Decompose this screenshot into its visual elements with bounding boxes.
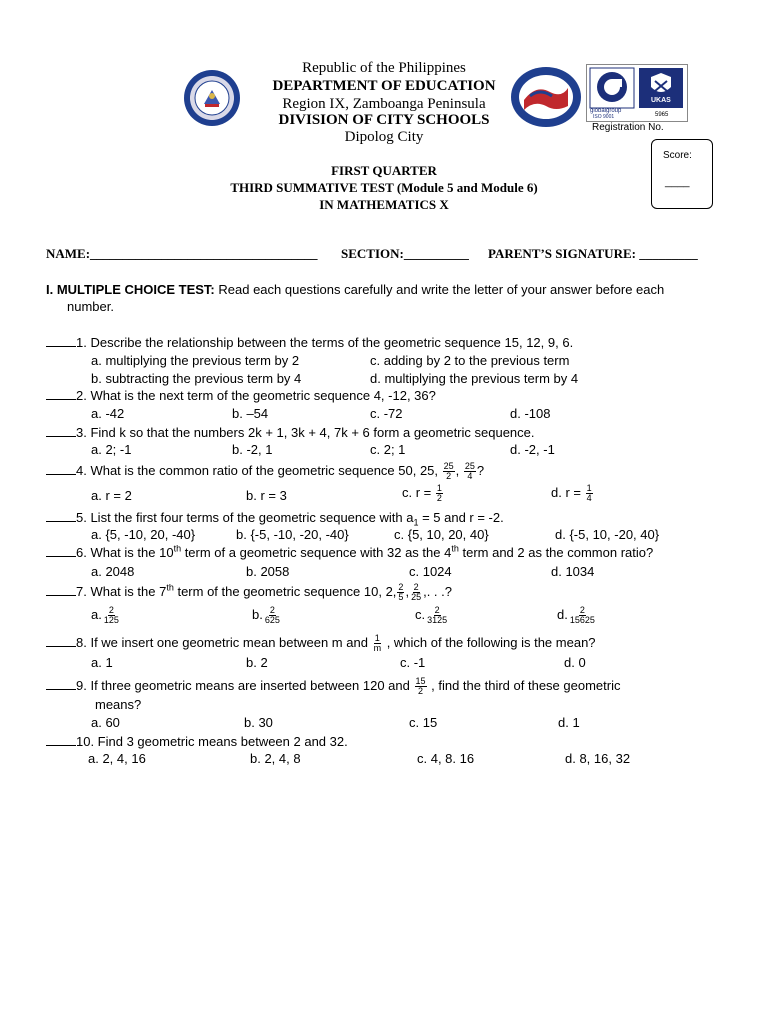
q7-option-c-fraction: $\frac{2}{3125}$ bbox=[427, 605, 448, 625]
q4-option-c: c. r = $\frac{1}{2}$ bbox=[402, 483, 442, 503]
q7-option-a-fraction: $\frac{2}{125}$ bbox=[103, 605, 119, 625]
question-9-stem-2: means? bbox=[95, 697, 142, 712]
instructions-text-2: number. bbox=[67, 299, 114, 314]
q4-fraction-1: $\frac{25}{2}$ bbox=[443, 461, 454, 481]
q7-option-d-fraction: $\frac{2}{15625}$ bbox=[569, 605, 595, 625]
q3-option-b: b. -2, 1 bbox=[232, 442, 273, 457]
q2-option-a: a. -42 bbox=[91, 406, 125, 421]
question-5-stem: 5. List the first four terms of the geometric sequence with a bbox=[76, 510, 414, 525]
header-department: DEPARTMENT OF EDUCATION bbox=[272, 78, 496, 94]
q8-option-a: a. 1 bbox=[91, 655, 113, 670]
q5-option-a: a. {5, -10, 20, -40} bbox=[91, 527, 196, 542]
answer-blank-5[interactable] bbox=[46, 510, 76, 522]
title-quarter: FIRST QUARTER bbox=[331, 163, 437, 178]
score-label: Score: bbox=[663, 150, 692, 161]
q8-option-d: d. 0 bbox=[564, 655, 586, 670]
question-6: 6. What is the 10th term of a geometric sequence with 32 as the 4th term and 2 as the common ratio? bbox=[46, 545, 653, 561]
cert-text-ukas: UKAS bbox=[651, 97, 671, 104]
q9-fraction: $\frac{15}{2}$ bbox=[415, 676, 426, 696]
q9-option-c: c. 15 bbox=[409, 715, 438, 730]
q7-option-b: b. $\frac{2}{625}$ bbox=[252, 605, 280, 625]
header-division: DIVISION OF CITY SCHOOLS bbox=[278, 112, 490, 128]
q4-fraction-2: $\frac{25}{4}$ bbox=[464, 461, 475, 481]
score-blank: ____ bbox=[665, 176, 690, 188]
cert-text-globalgroup: globalgroup bbox=[590, 108, 622, 114]
q5-option-b: b. {-5, -10, -20, -40} bbox=[236, 527, 349, 542]
q10-option-b: b. 2, 4, 8 bbox=[250, 751, 301, 766]
q7-option-b-fraction: $\frac{2}{625}$ bbox=[264, 605, 280, 625]
answer-blank-3[interactable] bbox=[46, 425, 76, 437]
header-city: Dipolog City bbox=[344, 129, 424, 145]
q2-option-b: b. –54 bbox=[232, 406, 269, 421]
question-4-stem: 4. What is the common ratio of the geometric sequence 50, 25, bbox=[76, 462, 439, 478]
instructions bbox=[46, 282, 664, 298]
q1-option-b: b. subtracting the previous term by 4 bbox=[91, 371, 302, 386]
q8-fraction: $\frac{1}{m}$ bbox=[373, 633, 382, 653]
answer-blank-6[interactable] bbox=[46, 545, 76, 557]
q1-option-d: d. multiplying the previous term by 4 bbox=[370, 371, 579, 386]
question-2 bbox=[46, 388, 436, 404]
q9-option-a: a. 60 bbox=[91, 715, 120, 730]
q6-option-b: b. 2058 bbox=[246, 564, 290, 579]
q5-option-d: d. {-5, 10, -20, 40} bbox=[555, 527, 660, 542]
q10-option-d: d. 8, 16, 32 bbox=[565, 751, 631, 766]
answer-blank-10[interactable] bbox=[46, 734, 76, 746]
question-4: 4. What is the common ratio of the geometric sequence 50, 25, $\frac{25}{2}$ , $\frac{25}{4}$ ? bbox=[46, 462, 484, 481]
q7-fraction-1: $\frac{2}{5}$ bbox=[398, 582, 404, 602]
cert-text-iso: ISO 9001 bbox=[593, 114, 615, 120]
question-8-stem: 8. If we insert one geometric mean between m and bbox=[76, 634, 368, 650]
q7-fraction-2: $\frac{2}{25}$ bbox=[411, 582, 422, 602]
question-9: 9. If three geometric means are inserted between 120 and $\frac{15}{2}$ , find the third of these geometric bbox=[46, 677, 620, 696]
q7-option-d: d. $\frac{2}{15625}$ bbox=[557, 605, 595, 625]
question-3 bbox=[46, 425, 535, 441]
q8-option-c: c. -1 bbox=[400, 655, 426, 670]
header-region: Region IX, Zamboanga Peninsula bbox=[282, 96, 486, 112]
answer-blank-2[interactable] bbox=[46, 388, 76, 400]
q5-option-c: c. {5, 10, 20, 40} bbox=[394, 527, 489, 542]
q4-option-d-fraction: $\frac{1}{4}$ bbox=[586, 483, 592, 503]
question-10-stem: 10. Find 3 geometric means between 2 and 32. bbox=[76, 734, 348, 749]
q6-option-a: a. 2048 bbox=[91, 564, 135, 579]
question-6-stem: 6. What is the 10 bbox=[76, 545, 174, 560]
instructions-label: I. MULTIPLE CHOICE TEST: bbox=[46, 282, 215, 297]
q2-option-d: d. -108 bbox=[510, 406, 551, 421]
q4-option-b: b. r = 3 bbox=[246, 488, 287, 503]
title-subject: IN MATHEMATICS X bbox=[319, 197, 449, 212]
answer-blank-8[interactable] bbox=[46, 635, 76, 647]
name-field[interactable]: NAME:___________________________________ bbox=[46, 246, 318, 261]
q9-option-d: d. 1 bbox=[558, 715, 580, 730]
q4-option-a: a. r = 2 bbox=[91, 488, 132, 503]
instructions-text: Read each questions carefully and write the letter of your answer before each bbox=[214, 282, 665, 297]
q1-option-c: c. adding by 2 to the previous term bbox=[370, 353, 570, 368]
q10-option-c: c. 4, 8. 16 bbox=[417, 751, 475, 766]
q6-option-d: d. 1034 bbox=[551, 564, 595, 579]
q7-option-a: a. $\frac{2}{125}$ bbox=[91, 605, 119, 625]
q10-option-a: a. 2, 4, 16 bbox=[88, 751, 146, 766]
question-8: 8. If we insert one geometric mean between m and $\frac{1}{m}$ , which of the following is the mean? bbox=[46, 634, 596, 653]
q3-option-a: a. 2; -1 bbox=[91, 442, 132, 457]
q1-option-a: a. multiplying the previous term by 2 bbox=[91, 353, 300, 368]
question-9-stem: 9. If three geometric means are inserted between 120 and bbox=[76, 677, 410, 693]
question-1 bbox=[46, 335, 573, 351]
q6-option-c: c. 1024 bbox=[409, 564, 452, 579]
question-10 bbox=[46, 734, 348, 750]
q4-option-c-fraction: $\frac{1}{2}$ bbox=[436, 483, 442, 503]
section-field[interactable]: SECTION:__________ bbox=[341, 246, 469, 261]
answer-blank-7[interactable] bbox=[46, 584, 76, 596]
question-1-stem: 1. Describe the relationship between the terms of the geometric sequence 15, 12, 9, 6. bbox=[76, 335, 574, 350]
q4-option-d: d. r = $\frac{1}{4}$ bbox=[551, 483, 592, 503]
question-5: 5. List the first four terms of the geometric sequence with $a_1 = 5$ and r = -2. bbox=[46, 510, 504, 526]
header-republic: Republic of the Philippines bbox=[302, 60, 466, 76]
question-7: 7. What is the 7th term of the geometric sequence 10, 2, $\frac{2}{5}$ , $\frac{2}{25}$ ,. . .? bbox=[46, 583, 452, 602]
q9-option-b: b. 30 bbox=[244, 715, 273, 730]
answer-blank-9[interactable] bbox=[46, 678, 76, 690]
answer-blank-4[interactable] bbox=[46, 463, 76, 475]
title-test: THIRD SUMMATIVE TEST (Module 5 and Module 6) bbox=[230, 180, 538, 195]
question-3-stem: 3. Find k so that the numbers 2k + 1, 3k + 4, 7k + 6 form a geometric sequence. bbox=[76, 425, 535, 440]
registration-label: Registration No. bbox=[592, 122, 664, 133]
question-7-stem: 7. What is the 7 bbox=[76, 583, 167, 599]
parent-signature-field[interactable]: PARENT’S SIGNATURE: _________ bbox=[488, 246, 698, 261]
q2-option-c: c. -72 bbox=[370, 406, 403, 421]
cert-text-number: 5965 bbox=[655, 112, 669, 118]
answer-blank-1[interactable] bbox=[46, 335, 76, 347]
q3-option-d: d. -2, -1 bbox=[510, 442, 555, 457]
q8-option-b: b. 2 bbox=[246, 655, 268, 670]
q3-option-c: c. 2; 1 bbox=[370, 442, 406, 457]
question-2-stem: 2. What is the next term of the geometric sequence 4, -12, 36? bbox=[76, 388, 436, 403]
q7-option-c: c. $\frac{2}{3125}$ bbox=[415, 605, 448, 625]
